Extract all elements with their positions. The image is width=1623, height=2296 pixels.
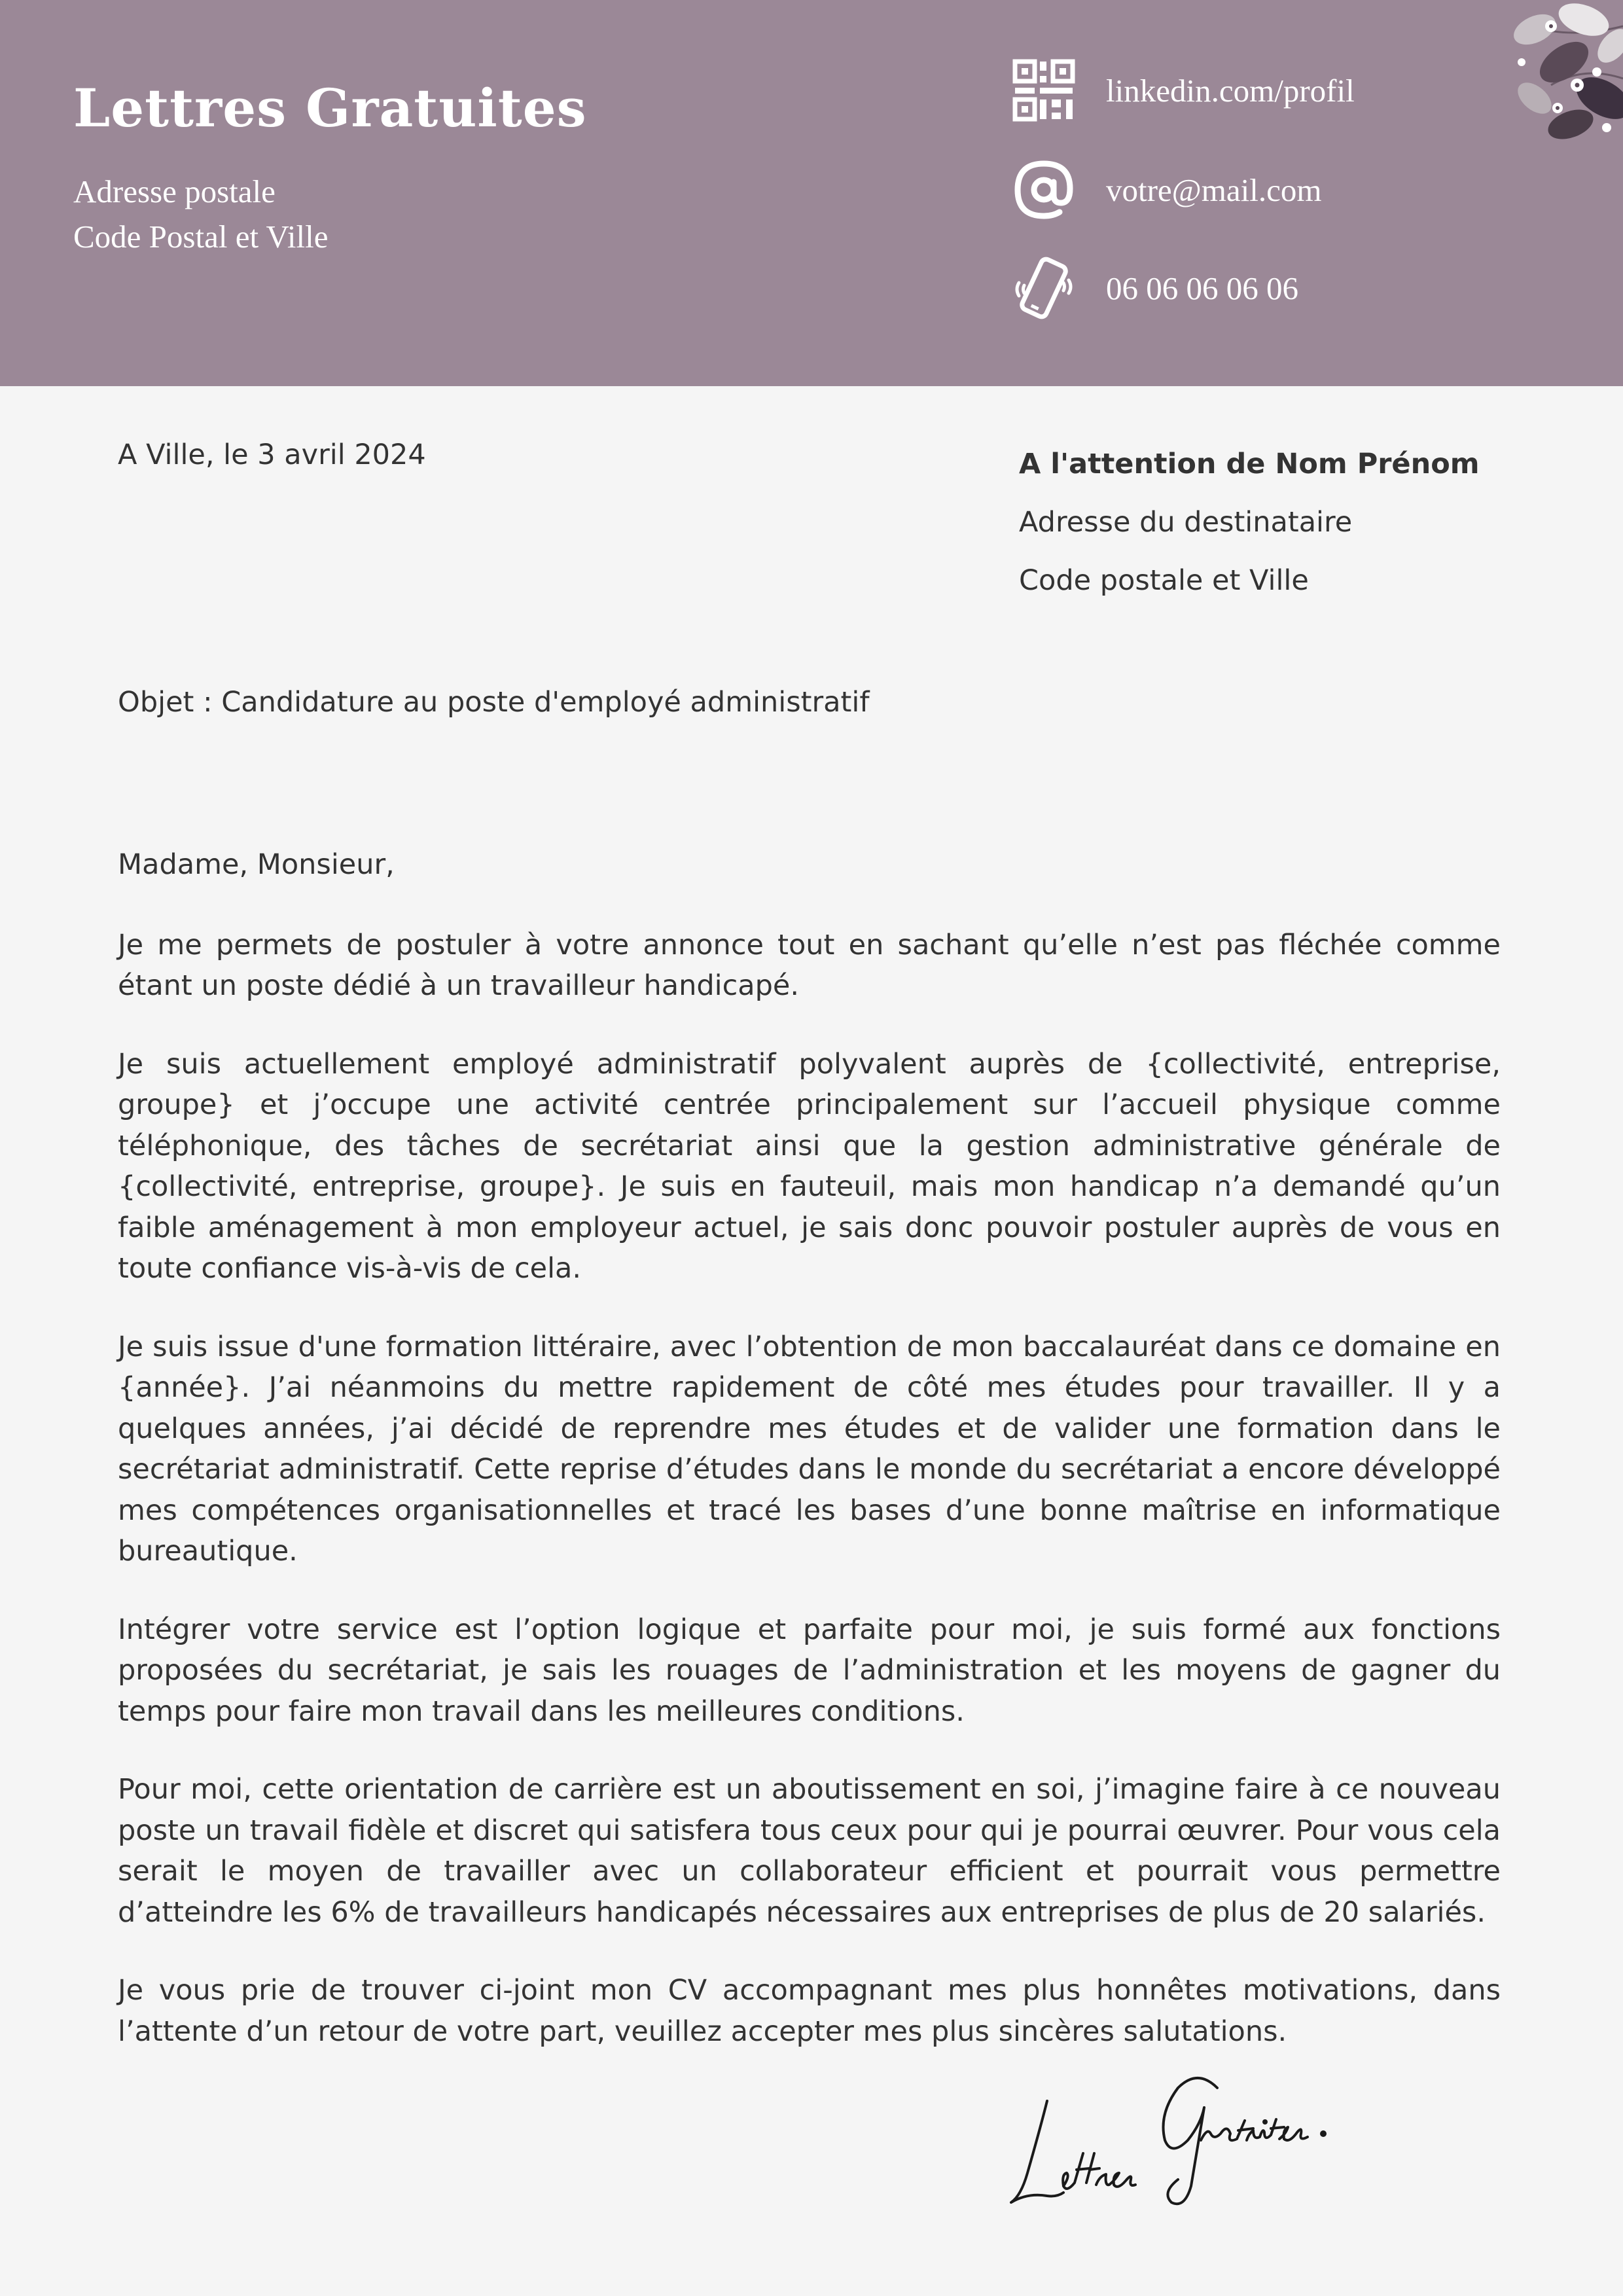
letter-subject: Objet : Candidature au poste d'employé administratif [118,686,870,719]
qr-code-icon [1011,58,1077,123]
contact-phone [1011,255,1548,321]
sender-address-line1: Adresse postale [73,173,276,209]
recipient-block [1019,435,1480,610]
body-paragraph: Je suis issue d'une formation littéraire, avec l’obtention de mon baccalauréat dans ce domaine en {année}. J’ai néanmoins du mettre rapidement de côté mes études pour travailler. Il y a quelques années, j’ai décidé de reprendre mes études et de valider une formation dans le secrétariat administratif. Cette reprise d’études dans le monde du secrétariat a encore développé mes compétences organisationnelles et tracé les bases d’une bonne maîtrise en informatique bureautique. [118,1330,1501,1568]
contact-linkedin [1011,58,1548,123]
body-paragraph: Intégrer votre service est l’option logique et parfaite pour moi, je suis formé aux fonctions proposées du secrétariat, je sais les rouages de l’administration et les moyens de gagner du temps pour faire mon travail dans les meilleures conditions. [118,1613,1501,1728]
contact-email [1011,157,1548,223]
at-icon [1011,157,1077,223]
linkedin-text: linkedin.com/profil [1106,73,1355,109]
recipient-name: A l'attention de Nom Prénom [1019,448,1480,480]
body-paragraph: Pour moi, cette orientation de carrière est un aboutissement en soi, j’imagine faire à ce nouveau poste un travail fidèle et discret qui satisfera tous ceux pour qui je pourrai œuvrer. Pour vous cela serait le moyen de travailler avec un collaborateur efficient et pourrait vous permettre d’atteindre les 6% de travailleurs handicapés nécessaires aux entreprises de plus de 20 salariés. [118,1773,1501,1929]
header-band [0,0,1623,386]
body-paragraph: Je suis actuellement employé administratif polyvalent auprès de {collectivité, entreprise, groupe} et j’occupe une activité centrée principalement sur l’accueil physique comme téléphonique, des tâches de secrétariat ainsi que la gestion administrative générale de {collectivité, entreprise, groupe}. Je suis en fauteuil, mais mon handicap n’a demandé qu’un faible aménagement à mon employeur actuel, je sais donc pouvoir postuler auprès de vous en toute confiance vis-à-vis de cela. [118,1047,1501,1285]
phone-text: 06 06 06 06 06 [1106,270,1298,306]
handwritten-signature [1001,2062,1394,2225]
email-text: votre@mail.com [1106,172,1322,208]
recipient-city: Code postale et Ville [1019,564,1309,597]
body-paragraph: Je vous prie de trouver ci-joint mon CV accompagnant mes plus honnêtes motivations, dans l’attente d’un retour de votre part, veuillez accepter mes plus sincères salutations. [118,1974,1501,2048]
sender-name: Lettres Gratuites [73,77,587,139]
recipient-address: Adresse du destinataire [1019,506,1353,539]
letter-body [118,844,1501,2089]
phone-icon [1011,255,1077,321]
sender-address-line2: Code Postal et Ville [73,219,329,255]
floral-decoration-icon [1472,0,1623,151]
body-paragraph: Je me permets de postuler à votre annonce tout en sachant qu’elle n’est pas fléchée comme étant un poste dédié à un travailleur handicapé. [118,928,1501,1002]
sender-address [73,169,329,259]
salutation: Madame, Monsieur, [118,848,395,881]
letter-date: A Ville, le 3 avril 2024 [118,439,426,471]
